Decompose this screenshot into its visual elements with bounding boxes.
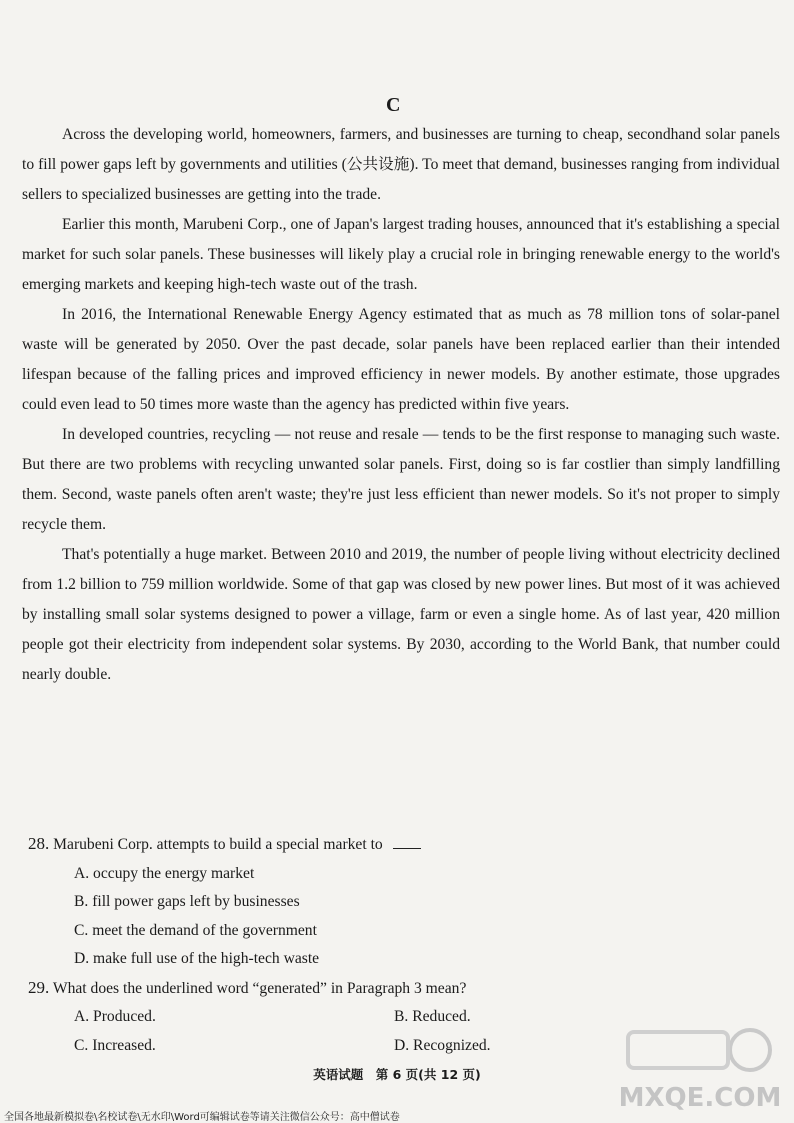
option-29-d[interactable]: D. Recognized. — [394, 1036, 491, 1054]
option-28-c[interactable]: C. meet the demand of the government — [74, 921, 317, 939]
paragraph-5: That's potentially a huge market. Between 2010 and 2019, the number of people living without electricity declined from 1.2 billion to 759 million worldwide. Some of that gap was closed by new power lines. But most of it was achieved by installing small solar systems designed to power a village, farm or even a single home. As of last year, 420 million people got their electricity from independent solar systems. By 2030, according to the World Bank, that number could nearly double. — [22, 546, 780, 683]
option-29-c[interactable]: C. Increased. — [74, 1036, 156, 1054]
question-stem: What does the underlined word “generated” in Paragraph 3 mean? — [52, 979, 467, 997]
answer-blank — [393, 836, 421, 849]
reading-passage — [22, 120, 780, 690]
question-stem: Marubeni Corp. attempts to build a special market to — [53, 836, 383, 853]
option-29-b[interactable]: B. Reduced. — [394, 1008, 471, 1025]
page-footer: 英语试题 第 6 页(共 12 页) — [313, 1067, 481, 1082]
watermark-logo-icon — [618, 1012, 783, 1112]
paragraph-3: In 2016, the International Renewable Energy Agency estimated that as much as 78 million tons of solar-panel waste will be generated by 2050. Over the past decade, solar panels have been replaced earlier than their intended lifespan because of the falling prices and improved efficiency in newer models. By another estimate, those upgrades could even lead to 50 times more waste than the agency has predicted within five years. — [22, 306, 780, 413]
section-heading: C — [386, 94, 401, 116]
paragraph-4: In developed countries, recycling — not reuse and resale — tends to be the first response to managing such waste. But there are two problems with recycling unwanted solar panels. First, doing so is far costlier than simply landfilling them. Second, waste panels often aren't waste; they're just less efficient than newer models. So it's not proper to simply recycle them. — [22, 426, 780, 533]
question-number: 28. — [28, 834, 50, 853]
option-28-a[interactable]: A. occupy the energy market — [74, 864, 255, 882]
question-number: 29. — [28, 977, 50, 997]
question-29 — [28, 974, 760, 1004]
option-29-a[interactable]: A. Produced. — [74, 1008, 156, 1025]
question-28 — [28, 830, 760, 860]
option-28-d[interactable]: D. make full use of the high-tech waste — [74, 950, 320, 967]
bottom-note: 全国各地最新模拟卷\名校试卷\无水印\Word可编辑试卷等请关注微信公众号：高中僧试卷 — [4, 1112, 400, 1123]
watermark-logo-text: MXQE.COM — [618, 1083, 782, 1112]
paragraph-1: Across the developing world, homeowners, farmers, and businesses are turning to cheap, secondhand solar panels to fill power gaps left by governments and utilities (公共设施). To meet that demand, businesses ranging from individual sellers to specialized businesses are getting into the trade. — [22, 126, 780, 203]
option-28-b[interactable]: B. fill power gaps left by businesses — [74, 893, 300, 910]
paragraph-2: Earlier this month, Marubeni Corp., one of Japan's largest trading houses, announced that it's establishing a special market for such solar panels. These businesses will likely play a crucial role in bringing renewable energy to the world's emerging markets and keeping high-tech waste out of the trash. — [22, 216, 780, 293]
